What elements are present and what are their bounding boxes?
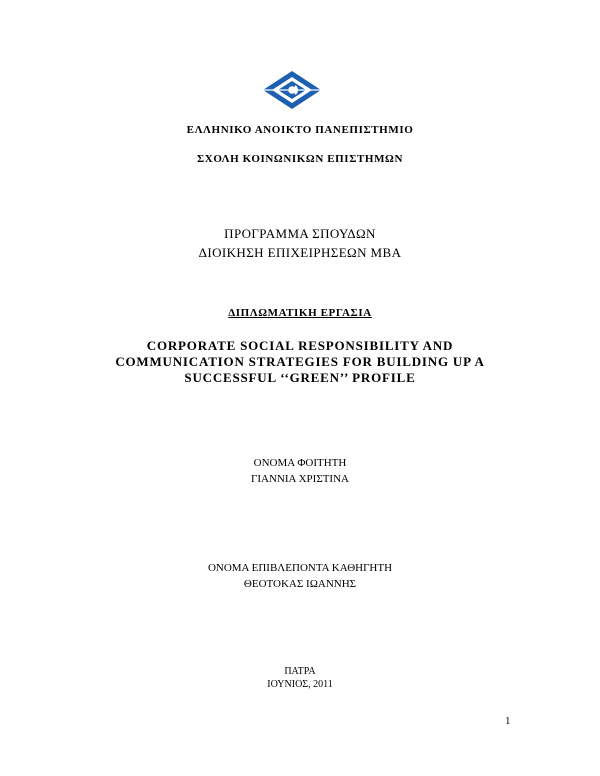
thesis-title-line: CORPORATE SOCIAL RESPONSIBILITY AND xyxy=(146,338,454,353)
city: ΠΑΤΡΑ xyxy=(284,666,316,677)
supervisor-name-label: ΟΝΟΜΑ ΕΠΙΒΛΕΠΟΝΤΑ ΚΑΘΗΓΗΤΗ xyxy=(207,562,393,574)
supervisor-name: ΘΕΟΤΟΚΑΣ ΙΩΑΝΝΗΣ xyxy=(243,578,357,590)
thesis-title-line: SUCCESSFUL ‘‘GREEN’’ PROFILE xyxy=(184,370,416,385)
school-name: ΣΧΟΛΗ ΚΟΙΝΩΝΙΚΩΝ ΕΠΙΣΤΗΜΩΝ xyxy=(196,153,404,165)
thesis-label: ΔΙΠΛΩΜΑΤΙΚΗ ΕΡΓΑΣΙΑ xyxy=(228,307,372,319)
date: ΙΟΥΝΙΟΣ, 2011 xyxy=(267,679,333,690)
program-title: ΠΡΟΓΡΑΜΜΑ ΣΠΟΥΔΩΝ xyxy=(224,226,376,241)
student-name: ΓΙΑΝΝΙΑ ΧΡΙΣΤΙΝΑ xyxy=(250,473,349,485)
university-logo-icon xyxy=(262,70,322,110)
logo-graphic xyxy=(262,70,322,110)
page-number: 1 xyxy=(505,715,511,727)
thesis-title-line: COMMUNICATION STRATEGIES FOR BUILDING UP A xyxy=(115,354,485,369)
university-name: ΕΛΛΗΝΙΚΟ ΑΝΟΙΚΤΟ ΠΑΝΕΠΙΣΤΗΜΙΟ xyxy=(186,124,414,136)
program-name: ΔΙΟΙΚΗΣΗ ΕΠΙΧΕΙΡΗΣΕΩΝ ΜΒΑ xyxy=(198,245,402,260)
student-name-label: ΟΝΟΜΑ ΦΟΙΤΗΤΗ xyxy=(253,457,347,469)
